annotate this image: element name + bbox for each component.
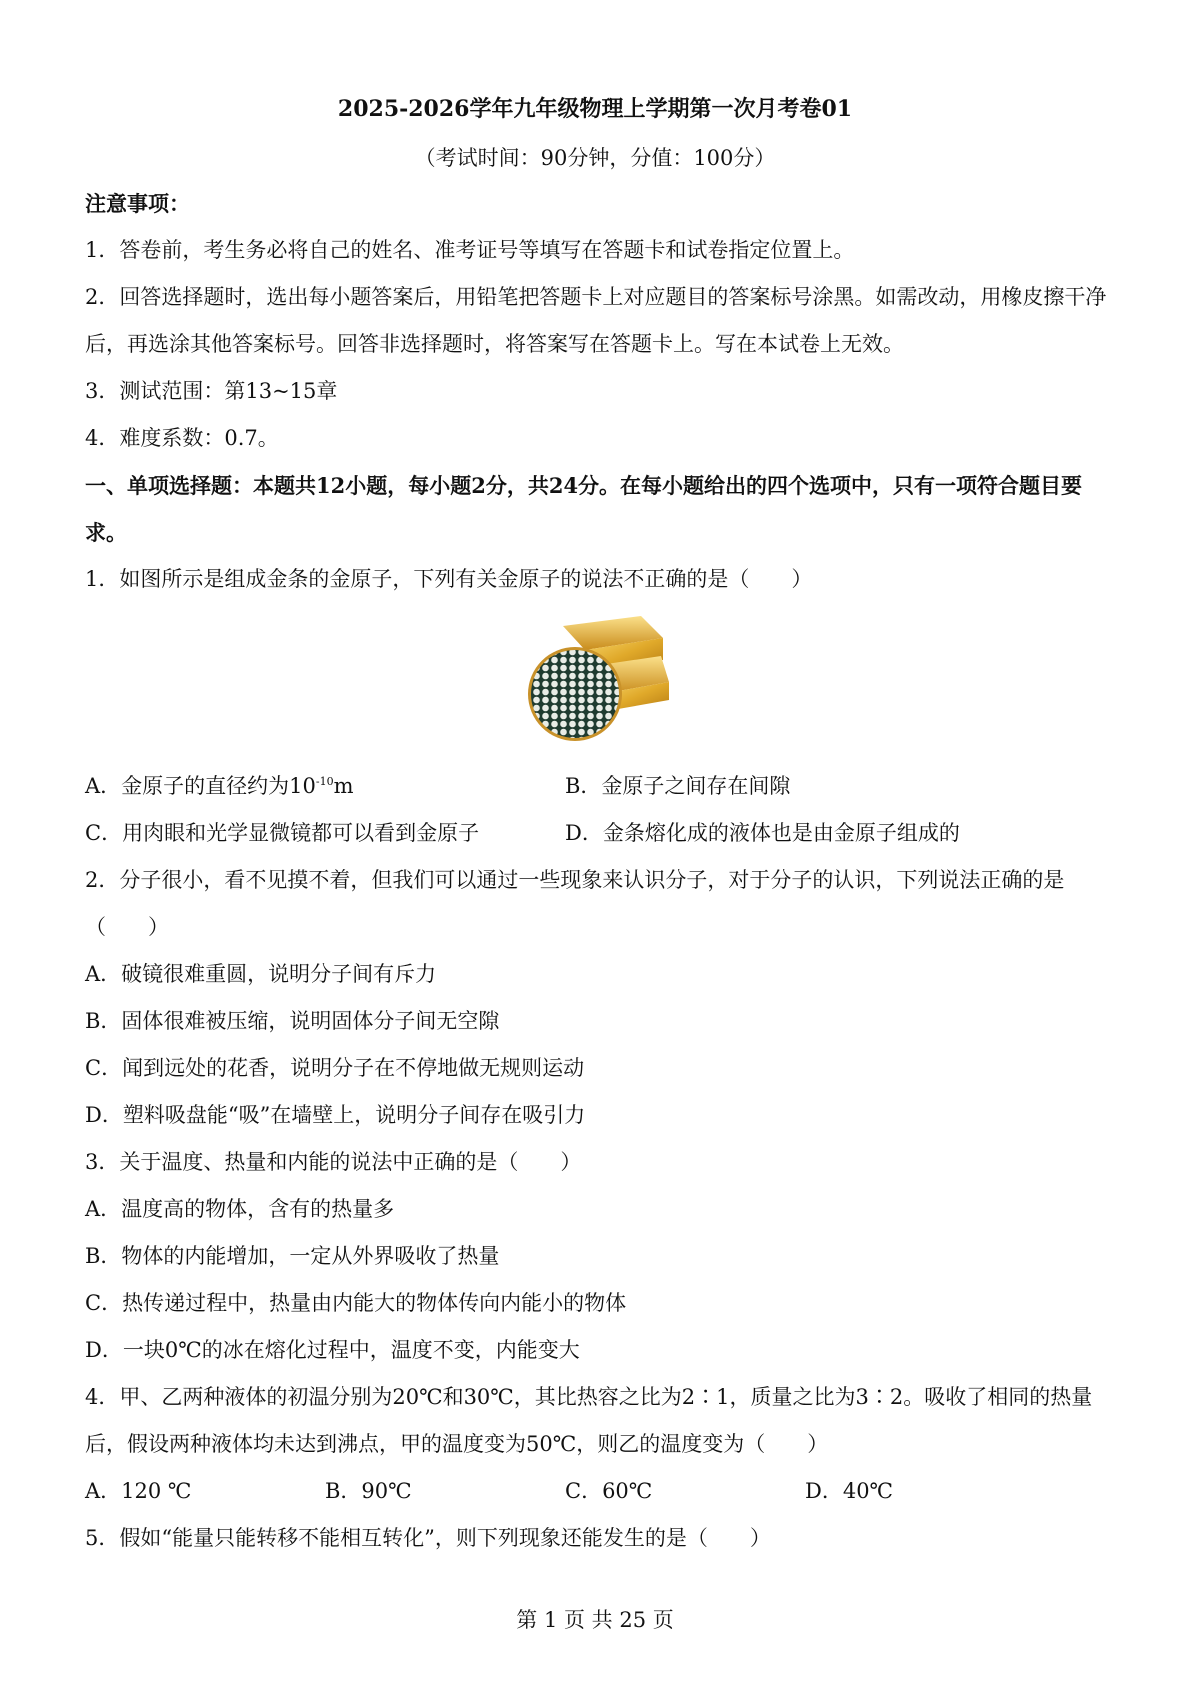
- exam-subtitle: （考试时间：90分钟，分值：100分）: [414, 146, 776, 170]
- q2-stem: 2．分子很小，看不见摸不着，但我们可以通过一些现象来认识分子，对于分子的认识，下列说法正确的是（ ）: [85, 868, 1065, 939]
- q3-stem: 3．关于温度、热量和内能的说法中正确的是（ ）: [85, 1150, 582, 1174]
- q1-option-a-unit: m: [333, 774, 354, 798]
- q2-option-c: C．闻到远处的花香，说明分子在不停地做无规则运动: [85, 1056, 585, 1080]
- q2-option-d: D．塑料吸盘能“吸”在墙壁上，说明分子间存在吸引力: [85, 1103, 586, 1127]
- q1-option-a: [85, 763, 565, 810]
- q1-option-c: C．用肉眼和光学显微镜都可以看到金原子: [85, 821, 480, 845]
- q1-stem: 1．如图所示是组成金条的金原子，下列有关金原子的说法不正确的是（ ）: [85, 567, 813, 591]
- q3-option-c: C．热传递过程中，热量由内能大的物体传向内能小的物体: [85, 1291, 627, 1315]
- q3-option-d: D．一块0℃的冰在熔化过程中，温度不变，内能变大: [85, 1338, 580, 1362]
- q1-option-a-text: A．金原子的直径约为10: [85, 774, 316, 798]
- note-item-3: 3．测试范围：第13~15章: [85, 379, 338, 403]
- q1-options-row-2: [85, 810, 1110, 857]
- note-item-4: 4．难度系数：0.7。: [85, 426, 279, 450]
- gold-atom-figure: [85, 603, 1110, 753]
- q4-option-a: A．120 ℃: [85, 1479, 192, 1503]
- q5-stem: 5．假如“能量只能转移不能相互转化”，则下列现象还能发生的是（ ）: [85, 1526, 771, 1550]
- section-heading: 一、单项选择题：本题共12小题，每小题2分，共24分。在每小题给出的四个选项中，只有一项符合题目要求。: [85, 473, 1083, 545]
- note-item-2: 2．回答选择题时，选出每小题答案后，用铅笔把答题卡上对应题目的答案标号涂黑。如需改动，用橡皮擦干净后，再选涂其他答案标号。回答非选择题时，将答案写在答题卡上。写在本试卷上无效。: [85, 285, 1107, 356]
- q1-options-row-1: [85, 763, 1110, 810]
- q3-option-a: A．温度高的物体，含有的热量多: [85, 1197, 395, 1221]
- q4-option-d: D．40℃: [805, 1479, 894, 1503]
- q1-option-d: D．金条熔化成的液体也是由金原子组成的: [565, 821, 960, 845]
- q2-option-b: B．固体很难被压缩，说明固体分子间无空隙: [85, 1009, 500, 1033]
- q4-option-b: B．90℃: [325, 1479, 412, 1503]
- q1-option-a-exponent: -10: [315, 775, 334, 788]
- notes-heading: 注意事项：: [85, 191, 190, 216]
- exam-title: 2025-2026学年九年级物理上学期第一次月考卷01: [337, 96, 853, 122]
- gold-bars-atoms-image: [523, 608, 673, 748]
- note-item-1: 1．答卷前，考生务必将自己的姓名、准考证号等填写在答题卡和试卷指定位置上。: [85, 238, 855, 262]
- q4-stem: 4．甲、乙两种液体的初温分别为20℃和30℃，其比热容之比为2∶1，质量之比为3∶2。吸收了相同的热量后，假设两种液体均未达到沸点，甲的温度变为50℃，则乙的温度变为（ ）: [85, 1385, 1093, 1456]
- page-footer: 第 1 页 共 25 页: [516, 1608, 674, 1632]
- q2-option-a: A．破镜很难重圆，说明分子间有斥力: [85, 962, 437, 986]
- q1-option-b: B．金原子之间存在间隙: [565, 774, 791, 798]
- exam-content: [85, 180, 1110, 1562]
- q4-options-row: [85, 1468, 1110, 1515]
- q3-option-b: B．物体的内能增加，一定从外界吸收了热量: [85, 1244, 500, 1268]
- q4-option-c: C．60℃: [565, 1479, 653, 1503]
